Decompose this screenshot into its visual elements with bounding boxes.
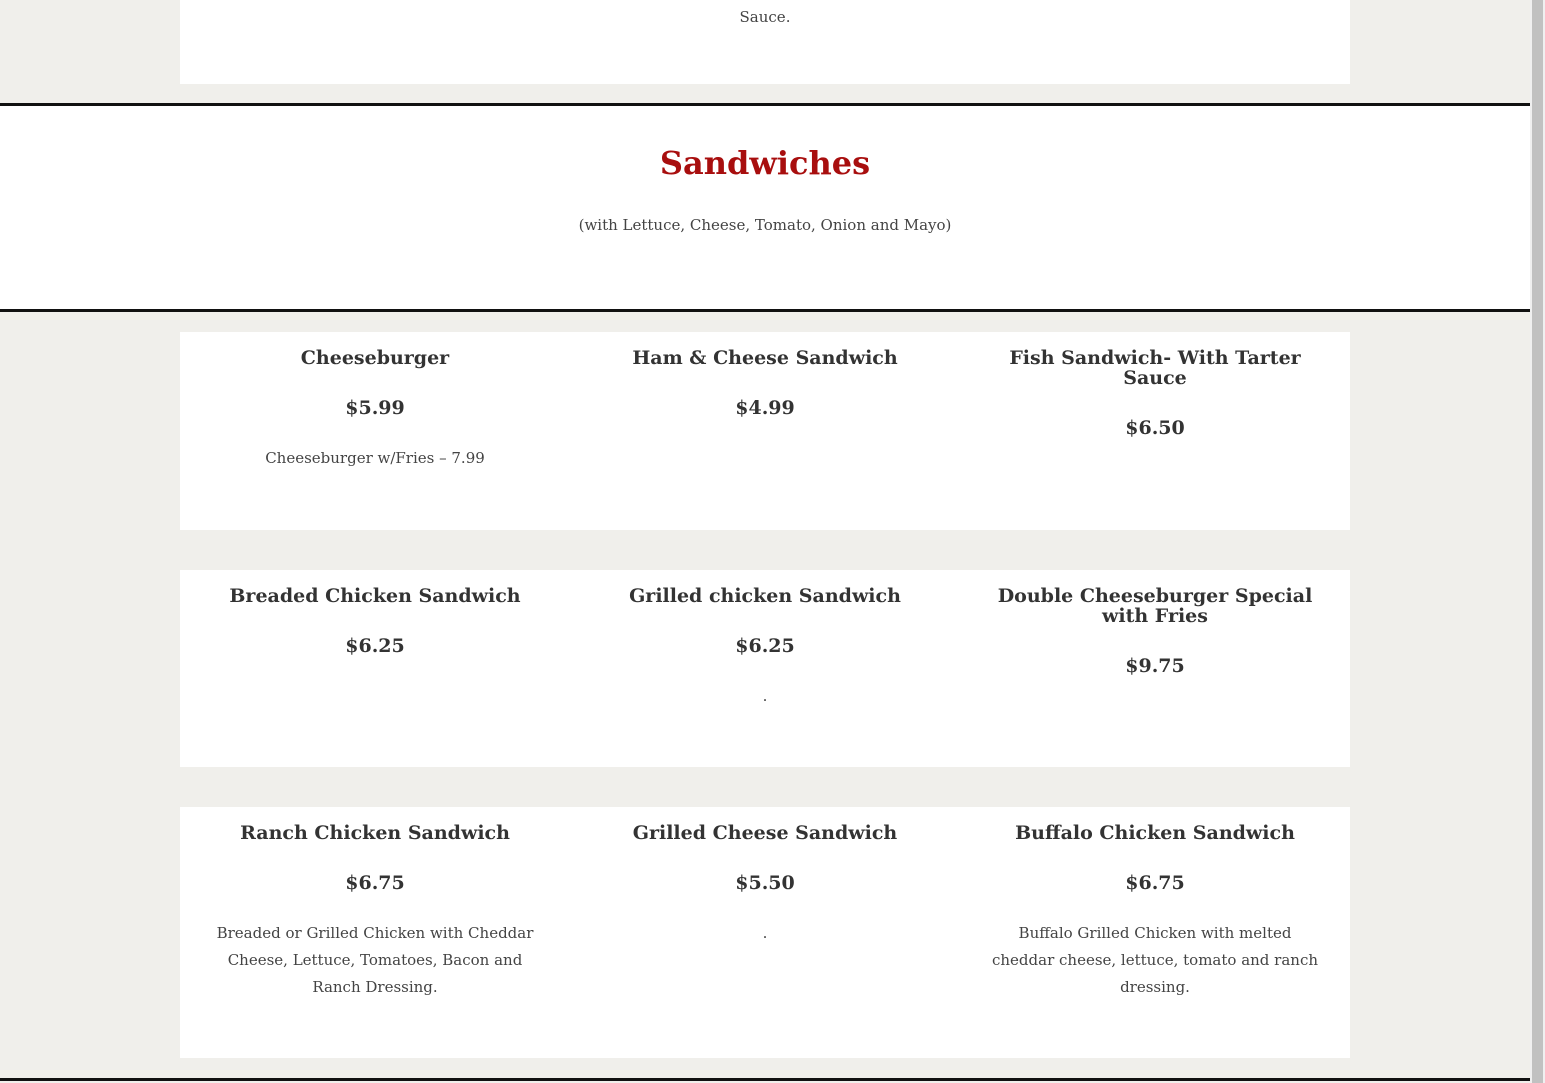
item-price: $5.99 (345, 397, 405, 419)
item-name: Double Cheeseburger Special with Fries (997, 585, 1313, 627)
item-price: $6.25 (735, 635, 795, 657)
scrollbar-thumb[interactable] (1532, 0, 1543, 1083)
item-price: $9.75 (1125, 655, 1185, 677)
item-name: Cheeseburger (300, 347, 450, 369)
menu-item-ranch-chicken-sandwich (180, 807, 570, 1058)
item-name: Fish Sandwich- With Tarter Sauce (1009, 347, 1301, 389)
menu-item-grilled-cheese-sandwich (570, 807, 960, 1058)
menu-row (180, 570, 1350, 767)
menu-item-cheeseburger (180, 332, 570, 530)
item-description: Breaded or Grilled Chicken with Cheddar Cheese, Lettuce, Tomatoes, Bacon and Ranch Dressing. (216, 924, 534, 996)
sandwiches-section-header (0, 103, 1530, 312)
menu-row (180, 332, 1350, 530)
item-name: Ham & Cheese Sandwich (632, 347, 898, 369)
menu-item-double-cheeseburger-special (960, 570, 1350, 767)
item-description: Cheeseburger w/Fries – 7.99 (265, 449, 485, 467)
section-divider (0, 1078, 1530, 1081)
menu-item-ham-cheese-sandwich (570, 332, 960, 530)
item-price: $4.99 (735, 397, 795, 419)
item-price: $6.75 (345, 872, 405, 894)
item-price: $6.50 (1125, 417, 1185, 439)
item-description: . (762, 687, 768, 705)
item-name: Grilled chicken Sandwich (629, 585, 901, 607)
item-name: Ranch Chicken Sandwich (240, 822, 510, 844)
item-description: . (762, 924, 768, 942)
previous-item-description: Sauce. (739, 8, 791, 26)
section-title: Sandwiches (659, 144, 871, 182)
item-name: Breaded Chicken Sandwich (229, 585, 521, 607)
section-subtitle: (with Lettuce, Cheese, Tomato, Onion and Mayo) (578, 216, 952, 234)
menu-item-buffalo-chicken-sandwich (960, 807, 1350, 1058)
item-name: Buffalo Chicken Sandwich (1015, 822, 1295, 844)
previous-section-card (180, 0, 1350, 84)
item-price: $6.75 (1125, 872, 1185, 894)
item-name: Grilled Cheese Sandwich (632, 822, 898, 844)
item-price: $5.50 (735, 872, 795, 894)
menu-item-breaded-chicken-sandwich (180, 570, 570, 767)
item-price: $6.25 (345, 635, 405, 657)
item-description: Buffalo Grilled Chicken with melted cheddar cheese, lettuce, tomato and ranch dressing. (991, 924, 1318, 996)
menu-item-fish-sandwich (960, 332, 1350, 530)
menu-item-grilled-chicken-sandwich (570, 570, 960, 767)
menu-row (180, 807, 1350, 1058)
